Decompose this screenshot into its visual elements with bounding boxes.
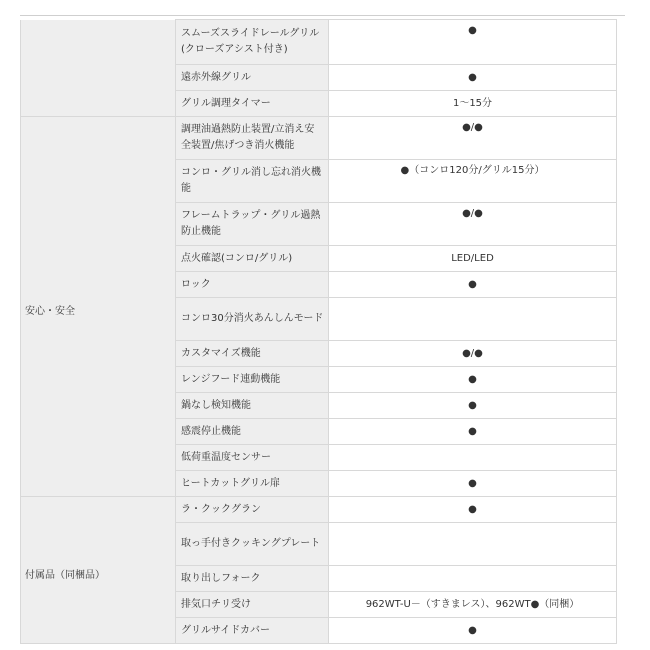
value-cell: LED/LED bbox=[329, 246, 617, 272]
value-cell: ● bbox=[329, 367, 617, 393]
value-cell: ● bbox=[329, 393, 617, 419]
value-cell: ● bbox=[329, 272, 617, 298]
value-cell: ● bbox=[329, 419, 617, 445]
feature-cell: コンロ・グリル消し忘れ消火機能 bbox=[176, 160, 329, 203]
feature-cell: ラ・クックグラン bbox=[176, 497, 329, 523]
feature-cell: 取っ手付きクッキングプレート bbox=[176, 523, 329, 566]
feature-cell: コンロ30分消火あんしんモード bbox=[176, 298, 329, 341]
value-cell bbox=[329, 298, 617, 341]
spec-table bbox=[20, 19, 617, 644]
feature-cell: ヒートカットグリル扉 bbox=[176, 471, 329, 497]
value-cell: ●/● bbox=[329, 117, 617, 160]
table-row bbox=[21, 117, 617, 160]
value-cell: ● bbox=[329, 471, 617, 497]
value-cell: ●/● bbox=[329, 203, 617, 246]
feature-cell: 点火確認(コンロ/グリル) bbox=[176, 246, 329, 272]
table-row bbox=[21, 20, 617, 65]
value-cell: ● bbox=[329, 65, 617, 91]
value-cell: ● bbox=[329, 20, 617, 65]
value-cell bbox=[329, 445, 617, 471]
feature-cell: 排気口チリ受け bbox=[176, 592, 329, 618]
category-cell: 付属品（同梱品） bbox=[21, 497, 176, 644]
value-cell: ● bbox=[329, 618, 617, 644]
feature-cell: レンジフード連動機能 bbox=[176, 367, 329, 393]
feature-cell: フレームトラップ・グリル過熱防止機能 bbox=[176, 203, 329, 246]
feature-cell: ロック bbox=[176, 272, 329, 298]
value-cell: 962WT-U－（すきまレス）、962WT●（同梱） bbox=[329, 592, 617, 618]
feature-cell: 感震停止機能 bbox=[176, 419, 329, 445]
feature-cell: 低荷重温度センサー bbox=[176, 445, 329, 471]
feature-cell: 遠赤外線グリル bbox=[176, 65, 329, 91]
value-cell: 1〜15分 bbox=[329, 91, 617, 117]
value-cell: ●（コンロ120分/グリル15分） bbox=[329, 160, 617, 203]
feature-cell: グリルサイドカバー bbox=[176, 618, 329, 644]
value-cell: ●/● bbox=[329, 341, 617, 367]
feature-cell: 取り出しフォーク bbox=[176, 566, 329, 592]
value-cell bbox=[329, 566, 617, 592]
table-row bbox=[21, 497, 617, 523]
feature-cell: 調理油過熱防止装置/立消え安全装置/焦げつき消火機能 bbox=[176, 117, 329, 160]
feature-cell: 鍋なし検知機能 bbox=[176, 393, 329, 419]
feature-cell: グリル調理タイマー bbox=[176, 91, 329, 117]
top-divider bbox=[20, 15, 625, 16]
value-cell bbox=[329, 523, 617, 566]
value-cell: ● bbox=[329, 497, 617, 523]
category-cell bbox=[21, 20, 176, 117]
feature-cell: スムーズスライドレールグリル(クローズアシスト付き) bbox=[176, 20, 329, 65]
feature-cell: カスタマイズ機能 bbox=[176, 341, 329, 367]
category-cell: 安心・安全 bbox=[21, 117, 176, 497]
